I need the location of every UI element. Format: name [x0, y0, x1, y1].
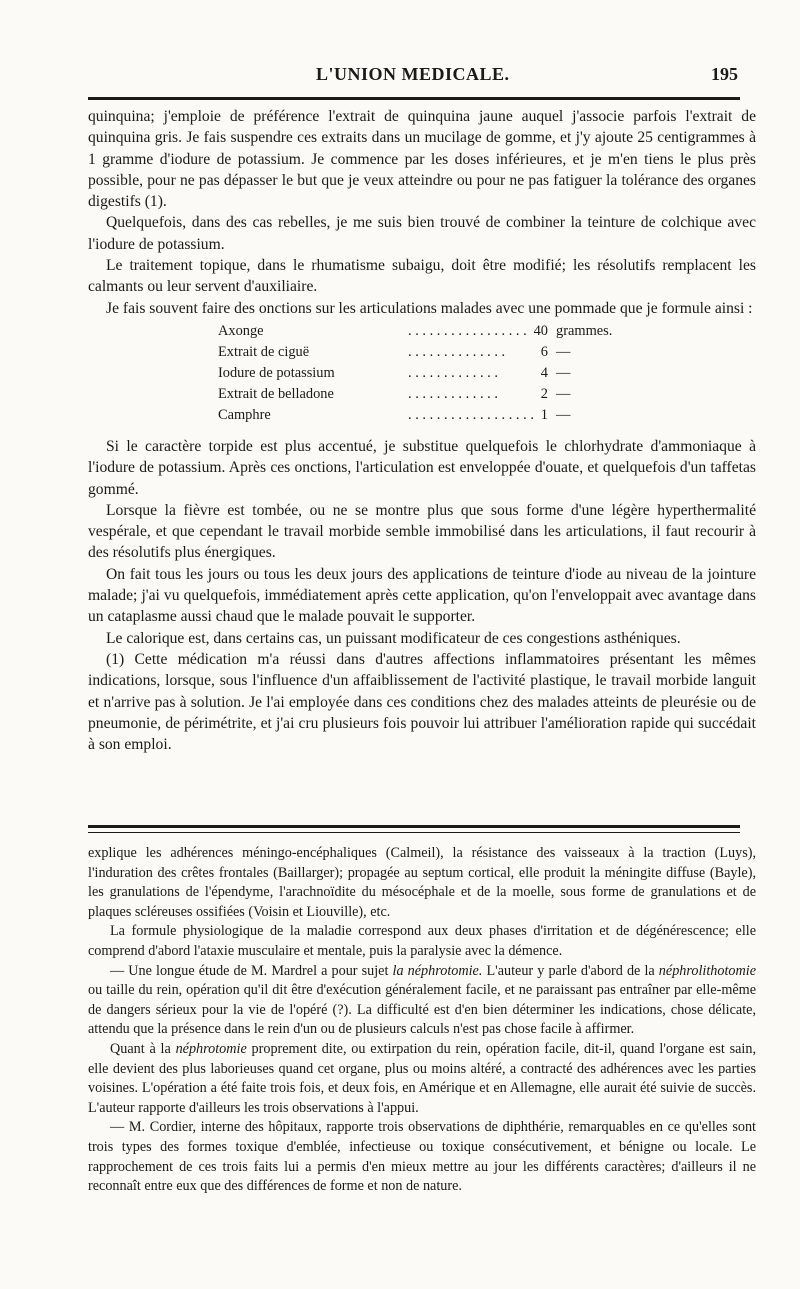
- paragraph: On fait tous les jours ou tous les deux jours des applications de teinture d'iode au niveau de la jointure malade; j'ai vu quelquefois, immédiatement après cette application, qu'on l'enveloppait avec avantage dans un cataplasme aussi chaud que le malade pouvait le supporter.: [88, 565, 756, 626]
- paragraph: Si le caractère torpide est plus accentué, je substitue quelquefois le chlorhydrate d'ammoniaque à l'iodure de potassium. Après ces onctions, l'articulation est enveloppée d'ouate, et quelquefois d'un taffetas gommé.: [88, 437, 756, 498]
- text-run: Quant à la: [110, 1040, 176, 1057]
- recipe-table: [218, 321, 756, 426]
- ingredient-unit: —: [556, 364, 571, 381]
- italic-term: la néphrotomie.: [392, 962, 483, 979]
- leader-dots: . . . . . . . . . . . . . . . . . .: [408, 406, 534, 423]
- text-run: ou taille du rein, opération qu'il dit être d'exécution généralement facile, et ne paraissant pas entraîner par elle-même de dangers sérieux pour la vie de l'opéré (?). La difficulté est d'en bien déterminer les indications, chose délicate, attendu que la présence dans le rein d'un ou de plusieurs calculs n'est pas chose facile à affirmer.: [88, 982, 756, 1038]
- paragraph: Le calorique est, dans certains cas, un puissant modificateur de ces congestions asthéniques.: [106, 629, 681, 647]
- italic-term: néphrotomie: [175, 1040, 247, 1057]
- ingredient-name: Camphre: [218, 406, 271, 423]
- leader-dots: . . . . . . . . . . . . .: [408, 364, 498, 381]
- italic-term: néphrolithotomie: [658, 962, 756, 979]
- ingredient-name: Axonge: [218, 322, 264, 339]
- ingredient-quantity: 2: [540, 385, 548, 402]
- paragraph: Quelquefois, dans des cas rebelles, je me suis bien trouvé de combiner la teinture de colchique avec l'iodure de potassium.: [88, 214, 756, 253]
- paragraph: quinquina; j'emploie de préférence l'extrait de quinquina jaune auquel j'associe parfois l'extrait de quinquina gris. Je fais suspendre ces extraits dans un mucilage de gomme, et j'y ajoute 25 centigrammes à 1 gramme d'iodure de potassium. Je commence par les doses inférieures, et je m'en tiens le plus près possible, pour ne pas dépasser le but que je veux atteindre ou pour ne pas fatiguer la tolérance des organes digestifs (1).: [88, 108, 756, 211]
- ingredient-unit: grammes.: [556, 322, 613, 339]
- paragraph: [88, 962, 756, 1040]
- leader-dots: . . . . . . . . . . . . . .: [408, 343, 506, 360]
- text-run: proprement dite, ou extirpation du rein, opération facile, dit-il, quand l'organe est sain, elle devient des plus laborieuses quand cet organe, plus ou moins altéré, a contracté des adhérences avec les parties voisines. L'opération a été faite trois fois, et deux fois, en Amérique et en Allemagne, elle aurait été suivie de succès. L'auteur rapporte d'ailleurs les trois observations à l'appui.: [88, 1040, 756, 1116]
- paragraph: La formule physiologique de la maladie correspond aux deux phases d'irritation et de dégénérescence; elle comprend d'abord l'ataxie musculaire et mentale, puis la paralysie avec la démence.: [88, 923, 756, 959]
- ingredient-quantity: 1: [540, 406, 548, 423]
- paragraph: Lorsque la fièvre est tombée, ou ne se montre plus que sous forme d'une légère hyperthermalité vespérale, et que cependant le travail morbide semble immobilisé dans les articulations, il faut recourir à des résolutifs plus énergiques.: [88, 501, 756, 562]
- ingredient-name: Extrait de belladone: [218, 385, 334, 402]
- page-header: [88, 64, 738, 94]
- feuilleton-section: [88, 844, 756, 1197]
- recipe-row: [218, 363, 756, 384]
- text-run: L'auteur y parle d'abord de la: [482, 962, 659, 979]
- main-article: [88, 106, 756, 755]
- recipe-row: [218, 321, 756, 342]
- footnote: (1) Cette médication m'a réussi dans d'autres affections inflammatoires présentant les mêmes indications, lorsque, sous l'influence d'un affaiblissement de l'activité plastique, le travail morbide languit et n'arrive pas à solution. Je l'ai employée dans ces conditions chez des malades atteints de pleurésie ou de pneumonie, de périmétrite, et j'ai cru plusieurs fois pouvoir lui attribuer l'amélioration rapide qui succédait à son emploi.: [88, 650, 756, 754]
- ingredient-unit: —: [556, 406, 571, 423]
- leader-dots: . . . . . . . . . . . . . . . . .: [408, 322, 527, 339]
- leader-dots: . . . . . . . . . . . . .: [408, 385, 498, 402]
- ingredient-quantity: 40: [533, 322, 548, 339]
- paragraph: — M. Cordier, interne des hôpitaux, rapporte trois observations de diphthérie, remarquables en ce qu'elles sont trois types des formes toxique d'emblée, infectieuse ou toxique consécutivement, et bénigne ou locale. Le rapprochement de ces trois faits lui a permis d'en mieux mettre au jour les différents caractères; d'ailleurs il ne reconnaît entre eux que des différences de forme et non de nature.: [88, 1119, 756, 1195]
- section-rule-thin: [88, 832, 740, 833]
- header-rule: [88, 97, 740, 100]
- running-title: L'UNION MEDICALE.: [316, 64, 510, 84]
- ingredient-quantity: 4: [540, 364, 548, 381]
- recipe-row: [218, 384, 756, 405]
- ingredient-unit: —: [556, 343, 571, 360]
- paragraph: Le traitement topique, dans le rhumatisme subaigu, doit être modifié; les résolutifs remplacent les calmants ou leur servent d'auxiliaire.: [88, 257, 756, 296]
- ingredient-quantity: 6: [540, 343, 548, 360]
- paragraph: explique les adhérences méningo-encéphaliques (Calmeil), la résistance des vaisseaux à la traction (Luys), l'induration des crêtes frontales (Baillarger); propagée au septum cortical, elle produit la méningite diffuse (Bayle), les granulations de l'épendyme, l'arachnoïdite du mésocéphale et de la moelle, sous forme de granulations et de plaques scléreuses ossifiées (Voisin et Liouville), etc.: [88, 845, 756, 920]
- ingredient-name: Iodure de potassium: [218, 364, 335, 381]
- recipe-row: [218, 342, 756, 363]
- page-number: 195: [711, 64, 738, 84]
- paragraph: Je fais souvent faire des onctions sur les articulations malades avec une pommade que je formule ainsi :: [106, 299, 753, 317]
- ingredient-name: Extrait de ciguë: [218, 343, 310, 360]
- section-rule: [88, 825, 740, 828]
- text-run: — Une longue étude de M. Mardrel a pour sujet: [110, 962, 393, 979]
- recipe-row: [218, 405, 756, 426]
- paragraph: [88, 1040, 756, 1118]
- ingredient-unit: —: [556, 385, 571, 402]
